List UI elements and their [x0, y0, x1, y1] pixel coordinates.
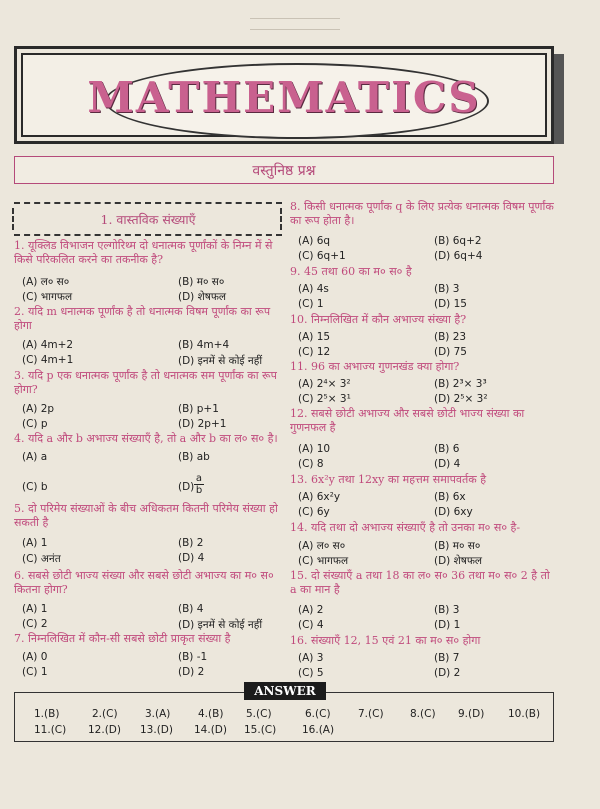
answer-option: (A) 4m+2	[22, 339, 74, 351]
answer-option: (A) ल० स०	[298, 540, 346, 552]
answer-option: (C) अनंत	[22, 553, 61, 565]
answer-option: (B) 4m+4	[178, 339, 230, 351]
answer-option: (D) 1	[434, 619, 461, 631]
answer-entry: 5.(C)	[246, 708, 272, 720]
answer-option: (B) 3	[434, 604, 460, 616]
answer-option: (B) 3	[434, 283, 460, 295]
question-text: 13. 6x²y तथा 12xy का महत्तम समापवर्तक है	[290, 473, 487, 486]
answer-option: (D)	[178, 481, 195, 493]
answer-option: (B) 6	[434, 443, 460, 455]
answer-entry: 10.(B)	[508, 708, 541, 720]
answer-option: (D) 2⁵× 3²	[434, 393, 488, 405]
question-text: 2. यदि m धनात्मक पूर्णांक है तो धनात्मक विषम पूर्णांक का रूप होगा	[14, 305, 271, 332]
answer-entry: 15.(C)	[244, 724, 277, 736]
question-text: 1. यूक्लिड विभाजन एल्गोरिथ्म दो धनात्मक पूर्णांकों के निम्न में से किसे परिकलित करने का तकनीक है?	[14, 239, 273, 266]
answer-option: (C) 6q+1	[298, 250, 346, 262]
answer-option: (C) 1	[298, 298, 324, 310]
answer-option: (C) 8	[298, 458, 324, 470]
question-text: 16. संख्याएँ 12, 15 एवं 21 का म० स० होगा	[290, 634, 481, 647]
answer-option: (C) 4m+1	[22, 354, 74, 366]
question-text: 3. यदि p एक धनात्मक पूर्णांक है तो धनात्मक सम पूर्णांक का रूप होगा?	[14, 369, 277, 396]
answer-option: (C) भागफल	[22, 291, 73, 303]
answer-entry: 8.(C)	[410, 708, 436, 720]
answer-option: (B) 6q+2	[434, 235, 482, 247]
answer-option: (C) 1	[22, 666, 48, 678]
answer-option: (C) भागफल	[298, 555, 349, 567]
answer-option: (D) इनमें से कोई नहीं	[178, 355, 263, 367]
objective-heading: वस्तुनिष्ठ प्रश्न	[252, 163, 316, 179]
answer-entry: 11.(C)	[34, 724, 67, 736]
answer-option: (A) 10	[298, 443, 331, 455]
answer-option: (D) शेषफल	[178, 291, 227, 303]
answer-option: (D) 4	[434, 458, 461, 470]
answer-option: (A) 2⁴× 3²	[298, 378, 351, 390]
answer-entry: 9.(D)	[458, 708, 485, 720]
question-text: 7. निम्नलिखित में कौन-सी सबसे छोटी प्राकृत संख्या है	[14, 632, 231, 645]
answer-option: (C) 5	[298, 667, 324, 679]
answer-entry: 16.(A)	[302, 724, 335, 736]
answer-option: (A) a	[22, 451, 48, 463]
answer-entry: 3.(A)	[145, 708, 171, 720]
answer-option: (D) 6q+4	[434, 250, 483, 262]
answer-option: (B) 4	[178, 603, 204, 615]
answer-option: (B) -1	[178, 651, 208, 663]
answer-option: (A) 6x²y	[298, 491, 341, 503]
question-text: 5. दो परिमेय संख्याओं के बीच अधिकतम कितनी परिमेय संख्या हो सकती है	[14, 502, 278, 529]
answer-heading: ANSWER	[244, 682, 326, 700]
answer-option: (A) 2p	[22, 403, 55, 415]
answer-option: (B) 2	[178, 537, 204, 549]
answer-option: (B) 7	[434, 652, 460, 664]
answer-entry: 2.(C)	[92, 708, 118, 720]
question-text: 15. दो संख्याएँ a तथा 18 का ल० स० 36 तथा म० स० 2 है तो a का मान है	[290, 569, 550, 596]
title-banner	[14, 46, 554, 144]
page-title: MATHEMATICS	[87, 73, 481, 122]
answer-option: (C) b	[22, 481, 48, 493]
answer-option: (B) 23	[434, 331, 467, 343]
answer-option: (B) 2³× 3³	[434, 378, 487, 390]
answer-option: (A) 1	[22, 537, 48, 549]
q4-fraction	[194, 473, 204, 496]
question-text: 9. 45 तथा 60 का म० स० है	[290, 265, 412, 278]
header-ornament	[250, 18, 340, 30]
answer-option: (D) 2	[178, 666, 205, 678]
objective-heading-bar	[14, 156, 554, 184]
answer-option: (C) p	[22, 418, 48, 430]
answer-option: (B) 6x	[434, 491, 466, 503]
question-text: 11. 96 का अभाज्य गुणनखंड क्या होगा?	[290, 360, 460, 373]
question-text: 10. निम्नलिखित में कौन अभाज्य संख्या है?	[290, 313, 467, 326]
answer-option: (A) 1	[22, 603, 48, 615]
answer-option: (B) p+1	[178, 403, 219, 415]
answer-option: (B) म० स०	[434, 540, 481, 552]
answer-entry: 14.(D)	[194, 724, 227, 736]
question-text: 4. यदि a और b अभाज्य संख्याएँ है, तो a और b का ल० स० है।	[14, 432, 278, 445]
answer-option: (D) 75	[434, 346, 467, 358]
answer-option: (D) 4	[178, 552, 205, 564]
question-text: 8. किसी धनात्मक पूर्णांक q के लिए प्रत्येक धनात्मक विषम पूर्णांक का रूप होता है।	[290, 200, 554, 227]
answer-option: (D) शेषफल	[434, 555, 483, 567]
answer-option: (D) इनमें से कोई नहीं	[178, 619, 263, 631]
answer-option: (C) 6y	[298, 506, 330, 518]
section-heading-box	[14, 202, 282, 236]
question-text: 6. सबसे छोटी भाज्य संख्या और सबसे छोटी अभाज्य का म० स० कितना होगा?	[14, 569, 274, 596]
fraction-denominator: b	[195, 485, 203, 496]
answer-entry: 1.(B)	[34, 708, 60, 720]
answer-option: (D) 2p+1	[178, 418, 227, 430]
answer-option: (A) ल० स०	[22, 276, 70, 288]
answer-option: (A) 6q	[298, 235, 331, 247]
answer-option: (D) 15	[434, 298, 467, 310]
banner-shadow-right	[554, 54, 564, 144]
answer-option: (A) 0	[22, 651, 48, 663]
answer-entry: 7.(C)	[358, 708, 384, 720]
answer-option: (C) 12	[298, 346, 331, 358]
answer-entry: 4.(B)	[198, 708, 224, 720]
answer-option: (A) 2	[298, 604, 324, 616]
answer-option: (B) म० स०	[178, 276, 225, 288]
question-text: 14. यदि तथा दो अभाज्य संख्याएँ है तो उनका म० स० है-	[290, 521, 521, 534]
answer-option: (C) 4	[298, 619, 324, 631]
answer-entry: 6.(C)	[305, 708, 331, 720]
answer-option: (D) 6xy	[434, 506, 473, 518]
answer-option: (B) ab	[178, 451, 210, 463]
answer-option: (A) 15	[298, 331, 331, 343]
answer-entry: 12.(D)	[88, 724, 121, 736]
answer-option: (A) 4s	[298, 283, 329, 295]
answer-option: (C) 2	[22, 618, 48, 630]
answer-option: (D) 2	[434, 667, 461, 679]
answer-entry: 13.(D)	[140, 724, 173, 736]
fraction-numerator: a	[195, 473, 203, 484]
answer-option: (A) 3	[298, 652, 324, 664]
answer-option: (C) 2⁵× 3¹	[298, 393, 351, 405]
section-heading: 1. वास्तविक संख्याएँ	[100, 212, 196, 227]
question-text: 12. सबसे छोटी अभाज्य और सबसे छोटी भाज्य संख्या का गुणनफल है	[290, 407, 525, 434]
